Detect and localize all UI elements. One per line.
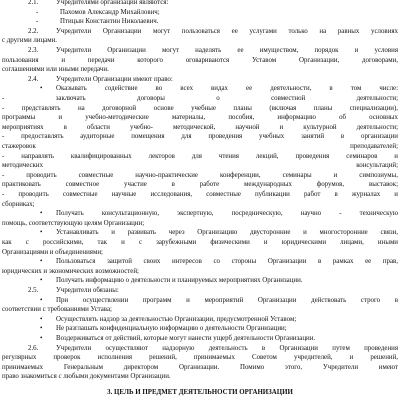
paragraph-text: пользования и передачи которого оговариваются Уставом Организации, договорами, xyxy=(2,56,398,64)
text-line xyxy=(0,315,400,325)
text-line xyxy=(0,363,400,373)
bullet-text: Оказывать содействие во всех видах ее деятельности, в том числе: xyxy=(56,85,398,93)
bullet-marker: • xyxy=(40,210,43,218)
text-line xyxy=(0,132,400,142)
text-line xyxy=(0,171,400,181)
clause-number: 2.2. xyxy=(28,27,39,35)
paragraph-text: юридических и экономических возможностей; xyxy=(2,267,139,275)
text-line xyxy=(0,248,400,258)
paragraph-text: право знакомиться с любыми документами Организации. xyxy=(2,373,171,381)
text-line xyxy=(0,75,400,85)
clause-number: 2.5. xyxy=(28,287,39,294)
clause-number: 2.1. xyxy=(28,0,39,6)
text-line xyxy=(0,161,400,171)
text-line xyxy=(0,334,400,344)
bullet-text: Пользоваться защитой своих интересов со стороны Организации в рамках ее прав, xyxy=(56,258,398,266)
clause-text: Учредителями организации являются: xyxy=(56,0,169,6)
paragraph-text: - проводить совместные научно-практические конференции, семинары и симпозиумы, xyxy=(2,171,398,179)
bullet-text: Пахомов Александр Михайлович; xyxy=(60,8,160,16)
text-line xyxy=(0,353,400,363)
paragraph-text: - заключать договоры о совместной деятельности; xyxy=(2,95,398,102)
text-line xyxy=(0,209,400,219)
clause-text: Учредители Организации имеют право: xyxy=(56,75,173,83)
bullet-text: Птицын Константин Николаевич. xyxy=(60,18,159,26)
bullet-marker: • xyxy=(40,258,43,266)
bullet-text: При осуществлении программ и мероприятий Организации действовать строго в xyxy=(56,296,398,304)
paragraph-text: как с российскими, так и с зарубежными физическими и юридическими лицами, иными xyxy=(2,239,398,246)
paragraph-text: помощь, соответствующую целям Организации; xyxy=(2,219,145,227)
paragraph-text: мероприятиях в области учебно- методической, научной и культурной деятельности; xyxy=(2,123,398,131)
text-line xyxy=(0,388,400,398)
text-line xyxy=(0,305,400,315)
text-line xyxy=(0,324,400,334)
paragraph-text: сборниках; xyxy=(2,200,35,208)
paragraph-text: с другими лицами. xyxy=(2,37,58,45)
text-line xyxy=(0,36,400,46)
paragraph-text: Организациями и объединениями; xyxy=(2,248,103,256)
text-line xyxy=(0,296,400,306)
paragraph-text: соответствии с требованиями Устава; xyxy=(2,306,112,314)
paragraph-text: - предоставлять аудиторные помещения для проведения учебных занятий в организации xyxy=(2,133,398,141)
bullet-text: Осуществлять надзор за деятельностью Организации, предусмотренной Уставом; xyxy=(56,315,297,323)
text-line xyxy=(0,286,400,296)
clause-text: Учредители Организации могут наделять ее имуществом, порядок и условия xyxy=(56,47,398,54)
paragraph-text: - представлять на договорной основе учебные планы (включая планы специализации), xyxy=(2,104,398,112)
clause-number: 2.4. xyxy=(28,75,39,83)
bullet-marker: • xyxy=(40,335,43,342)
paragraph-text: принимаемых Генеральным директором Организации. Помимо этого, Учредители имеют xyxy=(2,363,398,371)
text-line xyxy=(0,104,400,114)
text-line xyxy=(0,219,400,229)
text-line xyxy=(0,142,400,152)
bullet-marker: • xyxy=(40,277,43,285)
clause-number: 2.3. xyxy=(28,47,39,54)
text-line xyxy=(0,190,400,200)
text-line xyxy=(0,123,400,133)
text-line xyxy=(0,17,400,27)
text-line xyxy=(0,113,400,123)
clause-text: Учредители осуществляют надзорную деятельность в Организации путем проведения xyxy=(56,344,398,352)
paragraph-text: практиковать совместное участие в работе международных форумов, выставок; xyxy=(2,181,398,189)
text-line xyxy=(0,238,400,248)
clause-text: Учредители Организации могут пользоваться ее услугами только на равных условиях xyxy=(56,27,398,35)
text-line xyxy=(0,94,400,104)
paragraph-text: стажеровок преподавателей; xyxy=(2,143,398,150)
text-line xyxy=(0,8,400,18)
bullet-marker: • xyxy=(40,229,43,237)
bullet-text: Получать консультационную, экспертную, посредническую, научно - техническую xyxy=(56,210,398,218)
text-line xyxy=(0,267,400,277)
text-line xyxy=(0,372,400,382)
text-line xyxy=(0,56,400,66)
bullet-marker: • xyxy=(40,315,43,323)
clause-text: Учредители обязаны: xyxy=(56,287,119,294)
bullet-marker: - xyxy=(36,8,39,16)
text-line xyxy=(0,344,400,354)
text-line xyxy=(0,276,400,286)
text-line xyxy=(0,46,400,56)
bullet-marker: • xyxy=(40,296,43,304)
paragraph-text: - проводить совместные научные исследования, совместные публикации работ в журналах и xyxy=(2,191,398,198)
bullet-text: Воздерживаться от действий, которые могут нанести ущерб деятельности Организации. xyxy=(56,335,316,342)
text-line xyxy=(0,84,400,94)
text-line xyxy=(0,27,400,37)
text-line xyxy=(0,228,400,238)
text-line xyxy=(0,180,400,190)
text-line xyxy=(0,200,400,210)
clause-number: 2.6. xyxy=(28,344,39,352)
bullet-text: Не разглашать конфиденциальную информацию о деятельности Организации; xyxy=(56,325,287,333)
paragraph-text: регулярных проверок исполнения решений, принимаемых Советом учредителей, и решений, xyxy=(2,354,398,362)
paragraph-text: методических консультаций; xyxy=(2,162,398,170)
text-line xyxy=(0,65,400,75)
section-heading: 3. ЦЕЛЬ И ПРЕДМЕТ ДЕЯТЕЛЬНОСТИ ОРГАНИЗАЦИИ xyxy=(107,389,293,396)
bullet-marker: - xyxy=(36,18,39,26)
text-line xyxy=(0,152,400,162)
bullet-text: Получать информацию о деятельности и планируемых мероприятиях Организации. xyxy=(56,277,303,285)
text-line xyxy=(0,257,400,267)
bullet-text: Устанавливать и развивать через Организацию двусторонние и многосторонние связи, xyxy=(56,229,398,237)
bullet-marker: • xyxy=(40,325,43,333)
paragraph-text: программы и учебно-методические материалы, пособия, информацию об основных xyxy=(2,114,398,122)
paragraph-text: - направлять квалифицированных лекторов для чтения лекций, проведения семинаров и xyxy=(2,152,398,160)
bullet-marker: • xyxy=(40,85,43,93)
paragraph-text: соглашениями или иными передачи. xyxy=(2,66,109,74)
